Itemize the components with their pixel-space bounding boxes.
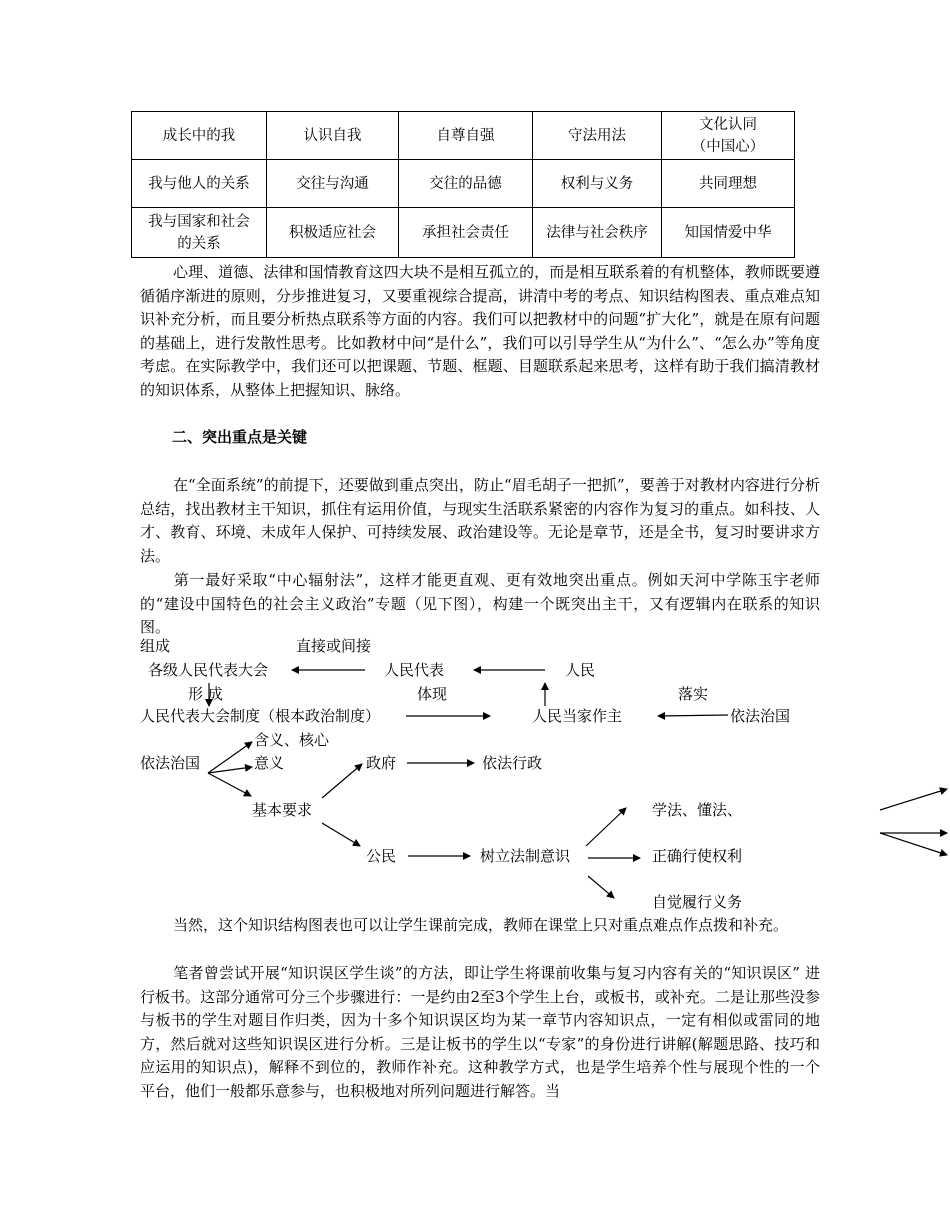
table-cell: 知国情爱中华: [662, 208, 795, 258]
table-cell: 交往与沟通: [267, 160, 399, 208]
table-cell: 法律与社会秩序: [533, 208, 662, 258]
paragraph-text: 心理、道德、法律和国情教育这四大块不是相互孤立的，而是相互联系着的有机整体，教师既要遵循循序渐进的原则，分步推进复习，又要重视综合提高，讲清中考的考点、知识结构图表、重点难点知识补充分析，而且要分析热点联系等方面的内容。我们可以把教材中的问题“扩大化”，就是在原有问题的基础上，进行发散性思考。比如教材中问“是什么”，我们可以引导学生从“为什么”、“怎么办”等角度考虑。在实际教学中，我们还可以把课题、节题、框题、目题联系起来思考，这样有助于我们搞清教材的知识体系，从整体上把握知识、脉络。: [140, 263, 820, 399]
diagram-node: 人民: [565, 661, 596, 679]
table-cell: 共同理想: [662, 160, 795, 208]
table-cell: 承担社会责任: [399, 208, 533, 258]
table-cell: 我与国家和社会 的关系: [132, 208, 267, 258]
diagram-node: 人民当家作主: [532, 707, 623, 725]
paragraph-text: 在“全面系统”的前提下，还要做到重点突出，防止“眉毛胡子一把抓”，要善于对教材内容进行分析总结，找出教材主干知识，抓住有运用价值，与现实生活联系紧密的内容作为复习的重点。如科技、人才、教育、环境、未成年人保护、可持续发展、政治建设等。无论是章节，还是全书，复习时要讲求方法。: [140, 476, 820, 565]
diagram-node: 含义、核心: [254, 731, 330, 749]
diagram-node: 意义: [254, 754, 285, 772]
paragraph-text: 当然，这个知识结构图表也可以让学生课前完成，教师在课堂上只对重点难点作点拨和补充。: [173, 916, 789, 934]
arrow: [588, 876, 614, 898]
diagram-label: 体现: [417, 685, 448, 703]
arrow: [322, 764, 362, 798]
diagram-node: 正确行使权利: [652, 847, 743, 865]
paragraph-text: 笔者曾尝试开展“知识误区学生谈”的方法，即让学生将课前收集与复习内容有关的“知识误区” 进行板书。这部分通常可分三个步骤进行：一是约由2至3个学生上台，或板书，或补充。二是让那些没参与板书的学生对题目作归类，因为十多个知识误区均为某一章节内容知识点，一定有相似或雷同的地方，然后就对这些知识误区进行分析。三是让板书的学生以“专家”的身份进行讲解(解题思路、技巧和应运用的知识点)，解释不到位的，教师作补充。这种教学方式，也是学生培养个性与展现个性的一个平台，他们一般都乐意参与，也积极地对所列问题进行解答。当: [140, 964, 820, 1100]
arrow: [586, 808, 626, 846]
diagram-node: 政府: [366, 754, 397, 772]
arrow: [322, 823, 360, 846]
diagram-node: 树立法制意识: [480, 847, 571, 865]
arrow: [208, 773, 251, 796]
diagram-node: 各级人民代表大会: [148, 661, 269, 679]
diagram-node: 依法治国: [730, 707, 791, 725]
table-cell: 积极适应社会: [267, 208, 399, 258]
table-cell: 认识自我: [267, 112, 399, 160]
diagram-node: 公民: [366, 847, 397, 865]
section-heading: 二、突出重点是关键: [172, 428, 308, 446]
arrow: [658, 715, 728, 716]
diagram-label: 落实: [678, 685, 709, 703]
stray-arrow: [880, 833, 947, 855]
table-cell: 权利与义务: [533, 160, 662, 208]
table-cell: 交往的品德: [399, 160, 533, 208]
diagram-label: 形 成: [188, 685, 223, 703]
table-cell: 自尊自强: [399, 112, 533, 160]
diagram-node: 学法、懂法、: [652, 801, 743, 819]
diagram-node: 依法行政: [482, 754, 543, 772]
diagram-label: 直接或间接: [296, 637, 372, 655]
stray-arrow: [880, 789, 947, 810]
diagram-node: 人民代表: [384, 661, 445, 679]
paragraph-4: [140, 914, 820, 938]
diagram-node: 依法治国: [140, 754, 201, 772]
table-cell: 文化认同 （中国心）: [662, 112, 795, 160]
table-cell: 我与他人的关系: [132, 160, 267, 208]
diagram-node: 自觉履行义务: [652, 893, 743, 911]
diagram-label: 组成: [140, 637, 171, 655]
paragraph-5: [140, 962, 820, 1103]
diagram-node: 人民代表大会制度（根本政治制度）: [140, 707, 381, 725]
paragraph-text: 第一最好采取“中心辐射法”，这样才能更直观、更有效地突出重点。例如天河中学陈玉宇老师的“建设中国特色的社会主义政治”专题（见下图），构建一个既突出主干，又有逻辑内在联系的知识图。: [140, 571, 820, 636]
diagram-node: 基本要求: [252, 801, 313, 819]
table-cell: 守法用法: [533, 112, 662, 160]
table-cell: 成长中的我: [132, 112, 267, 160]
